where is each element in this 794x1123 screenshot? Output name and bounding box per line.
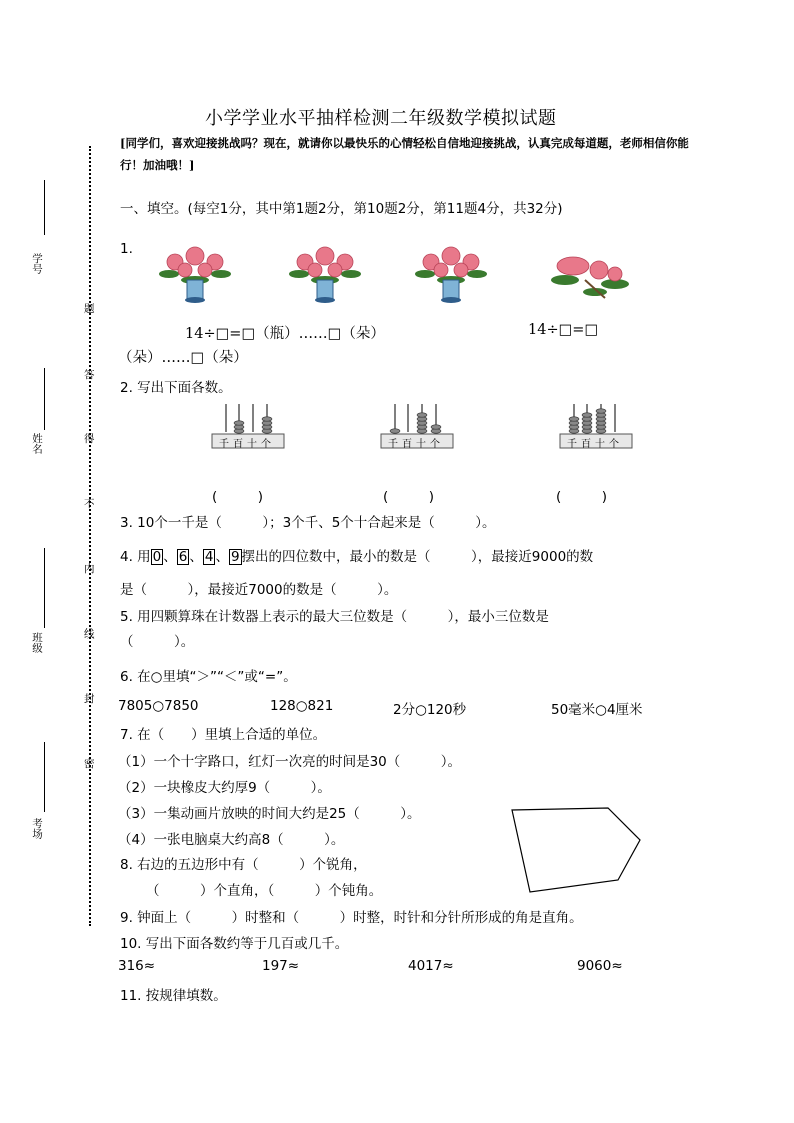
- abacus-2-label: 千百十个: [388, 439, 444, 450]
- q6-item-3: 2分○120秒: [393, 702, 467, 718]
- q10-text: 10. 写出下面各数约等于几百或几千。: [120, 936, 349, 952]
- q11-text: 11. 按规律填数。: [120, 988, 227, 1004]
- exam-room-underline: [44, 742, 45, 812]
- q6-item-4: 50毫米○4厘米: [551, 702, 643, 718]
- q6-text: 6. 在○里填“＞”“＜”或“=”。: [120, 669, 297, 685]
- q1-equation-right: 14÷□=□: [528, 322, 599, 338]
- intro-text: [同学们，喜欢迎接挑战吗？现在，就请你以最快乐的心情轻松自信地迎接挑战，认真完成每道题，老师相信你能行！加油哦！]: [120, 136, 689, 172]
- q5-line2: （ ）。: [120, 634, 195, 650]
- q4-digit-card-6: 6: [178, 549, 188, 565]
- name-underline: [44, 368, 45, 430]
- seal-char-4: 不: [84, 498, 95, 510]
- q3-text: 3. 10个一千是（ ）；3个千、5个十合起来是（ ）。: [120, 515, 496, 531]
- pentagon-figure: [508, 804, 644, 902]
- page-title: 小学学业水平抽样检测二年级数学模拟试题: [205, 108, 557, 129]
- q7-item-3: （3）一集动画片放映的时间大约是25（ ）。: [118, 806, 421, 822]
- q2-answer-2: ( ): [383, 489, 435, 505]
- q10-item-4: 9060≈: [577, 958, 623, 974]
- q5-line1: 5. 用四颗算珠在计数器上表示的最大三位数是（ ），最小三位数是: [120, 609, 549, 625]
- q10-item-3: 4017≈: [408, 958, 454, 974]
- q8-line2: （ ）个直角，（ ）个钝角。: [146, 883, 383, 899]
- q6-item-1: 7805○7850: [118, 698, 199, 714]
- section1-heading: 一、填空。(每空1分，其中第1题2分，第10题2分，第11题4分，共32分): [120, 201, 563, 217]
- flower-vase-2: [287, 246, 363, 304]
- abacus-3-label: 千百十个: [567, 439, 623, 450]
- q7-item-2: （2）一块橡皮大约厚9（ ）。: [118, 780, 331, 796]
- q2-answer-1: ( ): [212, 489, 264, 505]
- class-label: 班级: [31, 632, 43, 653]
- binding-dotted-line: [89, 146, 91, 926]
- q7-text: 7. 在（ ）里填上合适的单位。: [120, 727, 327, 743]
- flower-bunch: [545, 250, 635, 302]
- exam-room-label: 考场: [31, 818, 43, 839]
- q4-line2: 是（ ），最接近7000的数是（ ）。: [120, 582, 398, 598]
- q7-item-1: （1）一个十字路口，红灯一次亮的时间是30（ ）。: [118, 754, 462, 770]
- q2-answer-3: ( ): [556, 489, 608, 505]
- q8-line1: 8. 右边的五边形中有（ ）个锐角，: [120, 857, 367, 873]
- q4-line1: 4. 用 0 、 6 、 4 、 9 摆出的四位数中，最小的数是（ ），最接近9000的数: [120, 549, 594, 565]
- name-label: 姓名: [31, 433, 43, 454]
- seal-char-6: 线: [84, 628, 95, 640]
- q7-item-4: （4）一张电脑桌大约高8（ ）。: [118, 832, 345, 848]
- seal-char-7: 封: [84, 693, 95, 705]
- abacus-1-label: 千百十个: [219, 439, 275, 450]
- q1-number: 1.: [120, 241, 133, 257]
- student-id-underline: [44, 180, 45, 235]
- q10-item-2: 197≈: [262, 958, 300, 974]
- q4-digit-card-4: 4: [204, 549, 214, 565]
- seal-char-8: 密: [84, 758, 95, 770]
- seal-char-5: 内: [84, 563, 95, 575]
- flower-vase-3: [413, 246, 489, 304]
- q6-item-2: 128○821: [270, 698, 334, 714]
- seal-char-3: 得: [84, 433, 95, 445]
- q4-prefix: 4. 用: [120, 549, 151, 565]
- flower-vase-1: [157, 246, 233, 304]
- q9-text: 9. 钟面上（ ）时整和（ ）时整，时针和分针所形成的角是直角。: [120, 910, 583, 926]
- class-underline: [44, 548, 45, 628]
- q2-text: 2. 写出下面各数。: [120, 380, 232, 396]
- student-id-label: 学号: [31, 253, 43, 274]
- q4-digit-card-0: 0: [152, 549, 162, 565]
- q1-equation-left: 14÷□=□（瓶）……□（朵）: [185, 326, 385, 342]
- seal-char-1: 题: [84, 303, 95, 315]
- q4-digit-card-9: 9: [230, 549, 240, 565]
- q10-item-1: 316≈: [118, 958, 156, 974]
- q1-equation-right-cont: （朵）……□（朵）: [118, 350, 248, 366]
- seal-char-2: 答: [84, 369, 95, 381]
- q4-suffix: 摆出的四位数中，最小的数是（ ），最接近9000的数: [241, 549, 594, 565]
